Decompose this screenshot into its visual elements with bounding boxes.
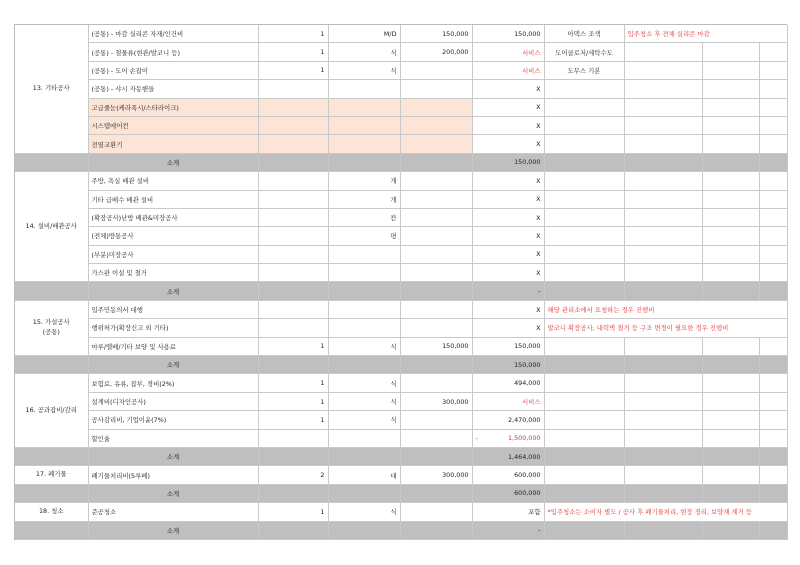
item-cell: 행위허가(확장신고 외 기타) [88,319,258,337]
qty-cell: 1 [258,43,328,61]
qty-cell: 1 [258,337,328,355]
item-cell: (공통) - 철물류(현관/발코니 등) [88,43,258,61]
amount-cell: X [472,172,544,190]
subtotal-amount: 150,000 [472,356,544,374]
table-row [15,135,787,153]
item-cell: 가스관 이설 및 철거 [88,264,258,282]
amount-cell: X [472,300,544,318]
table-row [15,208,787,226]
subtotal-row [15,282,787,300]
unit-cell: 식 [328,61,400,79]
table-row [15,264,787,282]
subtotal-amount: 1,464,000 [472,447,544,465]
category-cell: 17. 폐기물 [15,466,88,484]
table-row [15,503,787,521]
table-row [15,116,787,134]
item-cell: (공통) - 샤시 자동핸들 [88,80,258,98]
table-row [15,172,787,190]
price-cell [400,411,472,429]
subtotal-row [15,521,787,539]
category-line: (공통) [42,327,60,336]
amount-cell: 150,000 [472,337,544,355]
unit-cell [328,245,400,263]
unit-cell: 개 [328,172,400,190]
amount-cell: X [472,80,544,98]
price-cell: 300,000 [400,392,472,410]
item-cell: 시스템에어컨 [88,116,258,134]
amount-cell: X [472,245,544,263]
subtotal-amount: 600,000 [472,484,544,502]
subtotal-amount: 150,000 [472,153,544,171]
note-cell: 도어클로저/세탁수도 [544,43,624,61]
unit-cell [328,264,400,282]
subtotal-label: 소계 [88,153,258,171]
item-cell: (확장공사)난방 배관&미장공사 [88,208,258,226]
item-cell: 준공청소 [88,503,258,521]
subtotal-label: 소계 [88,484,258,502]
amount-cell: 서비스 [472,61,544,79]
discount-amount: 1,500,000 [507,434,541,443]
amount-cell: X [472,116,544,134]
item-cell: 전열교환기 [88,135,258,153]
table-row [15,300,787,318]
table-row [15,392,787,410]
item-cell: 기타 급배수 배관 설비 [88,190,258,208]
amount-cell: 포함 [472,503,544,521]
table-row [15,80,787,98]
table-row [15,429,787,447]
unit-cell: 대 [328,466,400,484]
price-cell [400,374,472,392]
amount-cell: X [472,98,544,116]
table-row [15,466,787,484]
category-cell: 14. 설비/배관공사 [15,172,88,282]
remark-cell: 입주청소 후 전체 실리콘 마감 [624,25,787,43]
unit-cell: 칸 [328,208,400,226]
subtotal-amount: - [472,282,544,300]
amount-cell: X [472,208,544,226]
remark-cell: *입주청소는 소비자 별도 / 공사 후 폐기물처리, 현장 정리, 보양재 제거 등 [544,503,787,521]
category-cell: 16. 공과잡비/감리 [15,374,88,448]
item-cell: 공사감리비, 기업이윤(7%) [88,411,258,429]
qty-cell: 1 [258,503,328,521]
amount-cell [472,429,544,447]
unit-cell: 평 [328,227,400,245]
unit-cell: 개 [328,190,400,208]
table-row [15,190,787,208]
remark-cell: 해당 관리소에서 요청하는 경우 진행비 [544,300,787,318]
amount-cell: X [472,264,544,282]
table-row [15,25,787,43]
subtotal-row [15,484,787,502]
unit-cell: 식 [328,374,400,392]
estimate-sheet [14,24,787,540]
subtotal-label: 소계 [88,447,258,465]
unit-cell: 식 [328,337,400,355]
unit-cell: 식 [328,411,400,429]
amount-cell: X [472,227,544,245]
unit-cell: 식 [328,392,400,410]
table-row [15,411,787,429]
amount-cell: 2,470,000 [472,411,544,429]
table-row [15,337,787,355]
category-cell: 18. 청소 [15,503,88,521]
qty-cell: 1 [258,25,328,43]
item-cell: 고급줄눈(케라폭시/스타라이크) [88,98,258,116]
category-cell: 13. 기타공사 [15,25,88,153]
item-cell: 마루/엘베/기타 보양 및 사용료 [88,337,258,355]
estimate-table [15,25,788,540]
qty-cell: 1 [258,374,328,392]
subtotal-label: 소계 [88,356,258,374]
qty-cell: 1 [258,392,328,410]
price-cell: 150,000 [400,25,472,43]
subtotal-label: 소계 [88,521,258,539]
unit-cell: M/D [328,25,400,43]
table-row [15,98,787,116]
item-cell: (공통) - 도어 손잡이 [88,61,258,79]
price-cell: 150,000 [400,337,472,355]
note-cell: 아덱스 조색 [544,25,624,43]
amount-cell: 서비스 [472,43,544,61]
price-cell [400,61,472,79]
minus-sign: - [475,434,478,443]
item-cell: 설계비(디자인공사) [88,392,258,410]
subtotal-row [15,153,787,171]
amount-cell: 600,000 [472,466,544,484]
category-line: 15. 가설공사 [32,318,70,327]
qty-cell: 1 [258,61,328,79]
item-cell: 주방, 욕실 배관 설비 [88,172,258,190]
table-row [15,43,787,61]
subtotal-row [15,356,787,374]
subtotal-row [15,447,787,465]
item-cell: 보험료, 유류, 잡부, 경비(2%) [88,374,258,392]
price-cell [400,503,472,521]
item-cell: 입주민동의서 대행 [88,300,258,318]
amount-cell: X [472,319,544,337]
item-cell: (부분)미장공사 [88,245,258,263]
table-row [15,319,787,337]
item-cell: 할인율 [88,429,258,447]
note-cell: 도무스 기본 [544,61,624,79]
price-cell: 300,000 [400,466,472,484]
table-row [15,245,787,263]
table-row [15,61,787,79]
subtotal-label: 소계 [88,282,258,300]
amount-cell: X [472,135,544,153]
amount-cell: 494,000 [472,374,544,392]
qty-cell: 2 [258,466,328,484]
price-cell: 200,000 [400,43,472,61]
remark-cell: 발코니 확장공사, 내력벽 철거 등 구조 변경이 필요한 경우 진행비 [544,319,787,337]
item-cell: (전체)방통공사 [88,227,258,245]
item-cell: 폐기물처리비(5루베) [88,466,258,484]
amount-cell: 150,000 [472,25,544,43]
amount-cell: 서비스 [472,392,544,410]
item-cell: (공통) - 마감 실리콘 자재/인건비 [88,25,258,43]
unit-cell: 식 [328,43,400,61]
category-cell [15,300,88,355]
qty-cell: 1 [258,411,328,429]
subtotal-amount: - [472,521,544,539]
table-row [15,374,787,392]
amount-cell: X [472,190,544,208]
table-row [15,227,787,245]
unit-cell: 식 [328,503,400,521]
